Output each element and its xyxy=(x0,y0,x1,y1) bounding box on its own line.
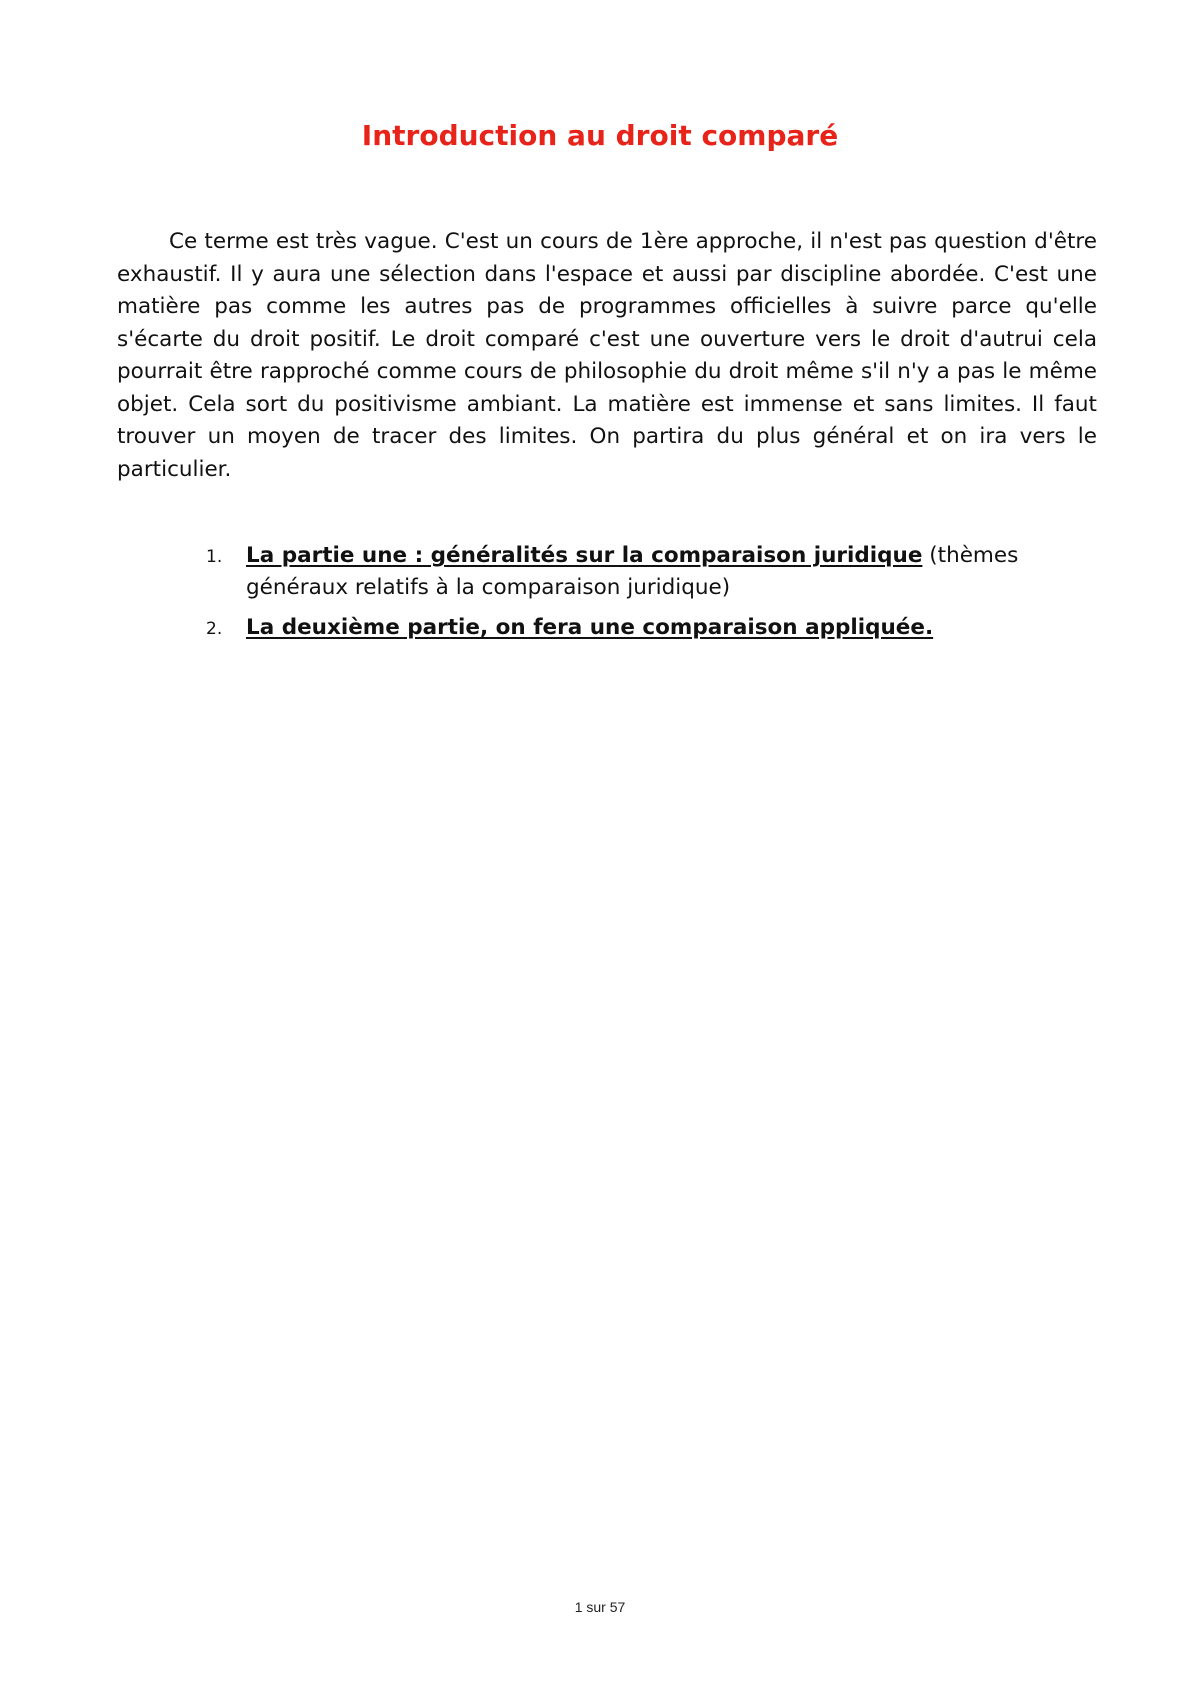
list-item-heading: La partie une : généralités sur la comparaison juridique xyxy=(246,543,923,568)
list-item xyxy=(206,540,1086,604)
intro-paragraph: Ce terme est très vague. C'est un cours de 1ère approche, il n'est pas question d'être exhaustif. Il y aura une sélection dans l'espace et aussi par discipline abordée. C'est une matière pas comme les autres pas de programmes officielles à suivre parce qu'elle s'écarte du droit positif. Le droit comparé c'est une ouverture vers le droit d'autrui cela pourrait être rapproché comme cours de philosophie du droit même s'il n'y a pas le même objet. Cela sort du positivisme ambiant. La matière est immense et sans limites. Il faut trouver un moyen de tracer des limites. On partira du plus général et on ira vers le particulier. xyxy=(117,229,1097,482)
list-item-heading: La deuxième partie, on fera une comparaison appliquée. xyxy=(246,615,934,640)
list-item-number: 2. xyxy=(206,619,223,639)
parts-list xyxy=(206,540,1086,652)
list-item-number: 1. xyxy=(206,547,223,567)
list-item xyxy=(206,612,1086,644)
list-item-text: (thèmes généraux relatifs à la comparaison juridique) xyxy=(246,543,1019,600)
document-title: Introduction au droit comparé xyxy=(361,119,839,152)
page-number: 1 sur 57 xyxy=(574,1599,626,1615)
